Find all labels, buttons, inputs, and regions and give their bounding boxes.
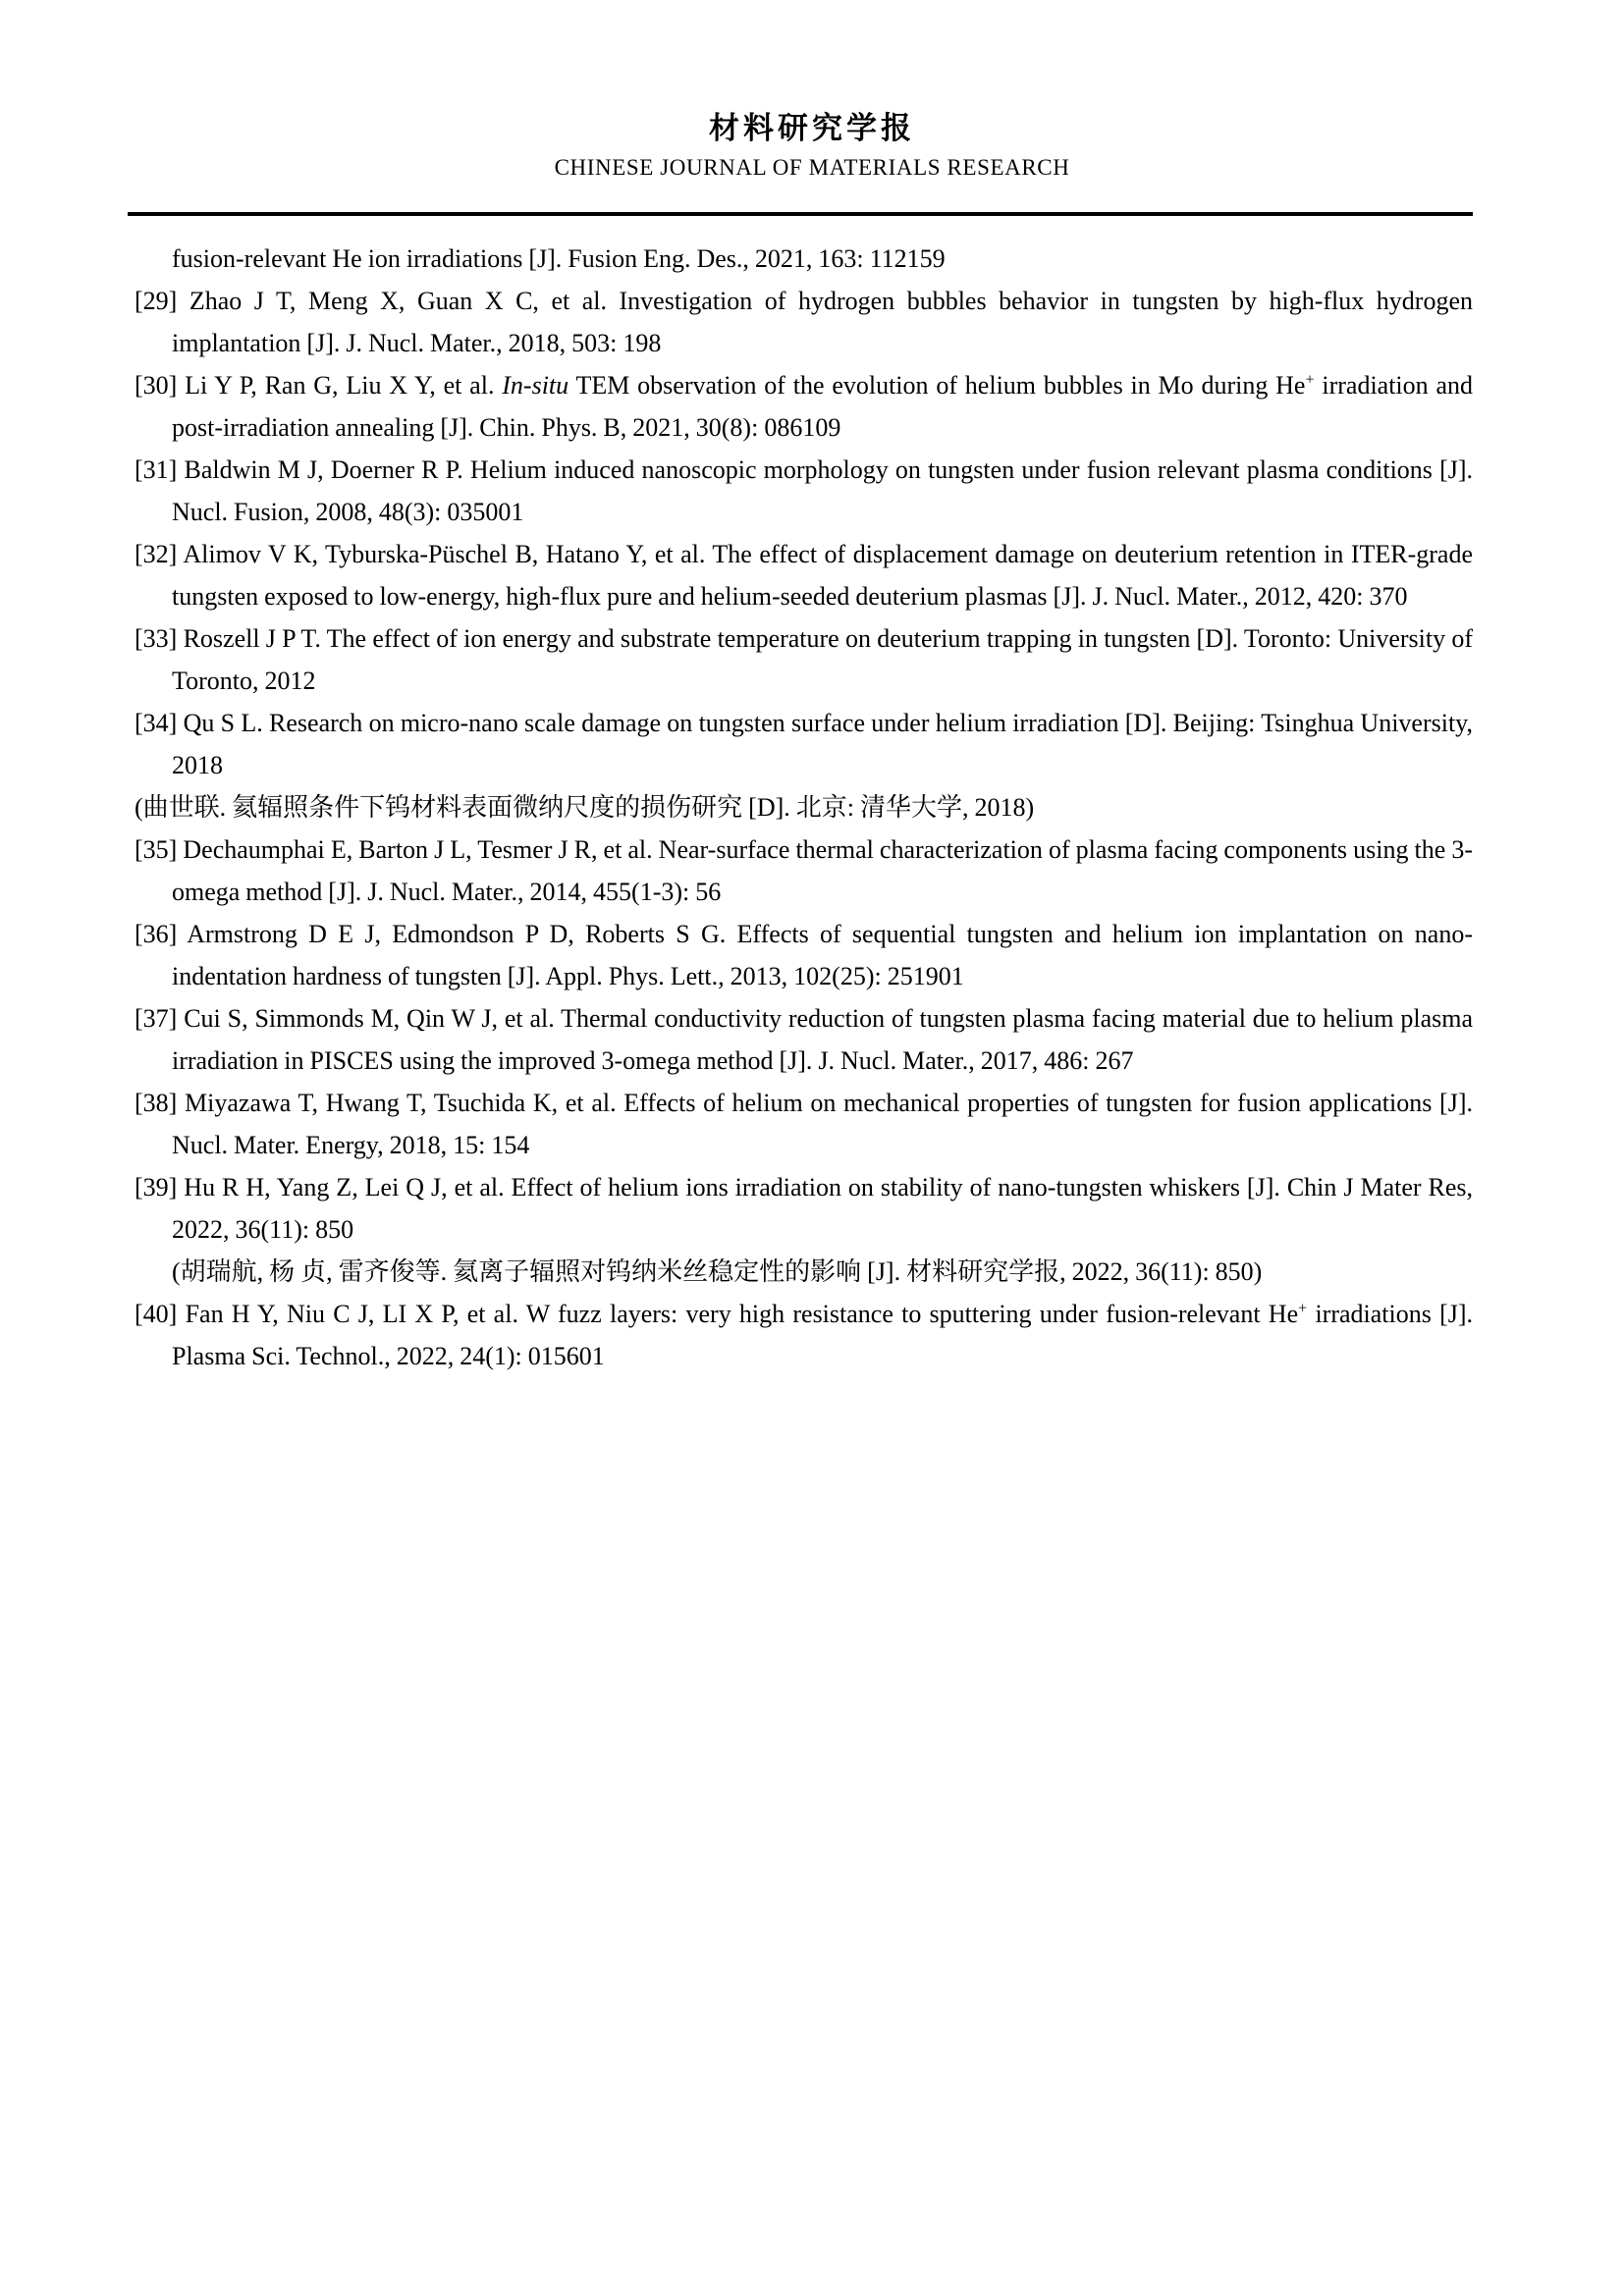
reference-text: Qu S L. Research on micro-nano scale damage on tungsten surface under helium irradiation [D]. Beijing: Tsinghua University, 2018 (172, 709, 1473, 779)
reference-text: + (1305, 371, 1315, 389)
reference-text: Cui S, Simmonds M, Qin W J, et al. Thermal conductivity reduction of tungsten plasma facing material due to helium plasma irradiation in PISCES using the improved 3-omega method [J]. J. Nucl. Mater., 2017, 486: 267 (172, 1004, 1474, 1075)
reference-item (135, 828, 1473, 913)
reference-text: (曲世联. 氦辐照条件下钨材料表面微纳尺度的损伤研究 [D]. 北京: 清华大学, 2018) (135, 793, 1035, 822)
reference-text: Alimov V K, Tyburska-Püschel B, Hatano Y, et al. The effect of displacement damage on deuterium retention in ITER-grade tungsten exposed to low-energy, high-flux pure and helium-seeded deuterium plasmas [J]. J. Nucl. Mater., 2012, 420: 370 (172, 540, 1473, 611)
reference-text: Armstrong D E J, Edmondson P D, Roberts S G. Effects of sequential tungsten and helium ion implantation on nano-indentation hardness of tungsten [J]. Appl. Phys. Lett., 2013, 102(25): 251901 (172, 920, 1473, 990)
reference-item (135, 1251, 1473, 1293)
reference-item (135, 238, 1473, 280)
reference-text: Miyazawa T, Hwang T, Tsuchida K, et al. Effects of helium on mechanical properties of tungsten for fusion applications [J]. Nucl. Mater. Energy, 2018, 15: 154 (172, 1089, 1473, 1159)
reference-item (135, 786, 1473, 828)
reference-label: [32] (135, 540, 178, 568)
reference-item (135, 913, 1473, 997)
journal-header (0, 0, 1624, 183)
reference-text: + (1298, 1300, 1308, 1317)
reference-label: [31] (135, 455, 178, 484)
reference-text: (胡瑞航, 杨 贞, 雷齐俊等. 氦离子辐照对钨纳米丝稳定性的影响 [J]. 材料研究学报, 2022, 36(11): 850) (172, 1257, 1263, 1286)
reference-item (135, 1082, 1473, 1166)
reference-item (135, 280, 1473, 364)
reference-text: Roszell J P T. The effect of ion energy and substrate temperature on deuterium trapping in tungsten [D]. Toronto: University of Toronto, 2012 (172, 624, 1474, 695)
reference-label: [29] (135, 287, 178, 315)
reference-text: In-situ (502, 371, 569, 400)
reference-item (135, 533, 1473, 617)
reference-text: fusion-relevant He ion irradiations [J]. Fusion Eng. Des., 2021, 163: 112159 (172, 244, 946, 273)
reference-text: TEM observation of the evolution of helium bubbles in Mo during He (568, 371, 1306, 400)
reference-label: [39] (135, 1173, 178, 1201)
header-rule (128, 212, 1473, 216)
reference-text: Fan H Y, Niu C J, LI X P, et al. W fuzz layers: very high resistance to sputtering under fusion-relevant He (185, 1300, 1299, 1328)
reference-label: [35] (135, 835, 178, 864)
reference-text: irradiations [J]. Plasma Sci. Technol., 2022, 24(1): 015601 (172, 1300, 1474, 1370)
reference-text: Li Y P, Ran G, Liu X Y, et al. (185, 371, 503, 400)
reference-item (135, 1293, 1473, 1377)
reference-label: [38] (135, 1089, 178, 1117)
reference-item (135, 1166, 1473, 1251)
reference-item (135, 617, 1473, 702)
reference-label: [30] (135, 371, 178, 400)
reference-text: Baldwin M J, Doerner R P. Helium induced nanoscopic morphology on tungsten under fusion relevant plasma conditions [J]. Nucl. Fusion, 2008, 48(3): 035001 (172, 455, 1474, 526)
reference-text: Zhao J T, Meng X, Guan X C, et al. Investigation of hydrogen bubbles behavior in tungsten by high-flux hydrogen implantation [J]. J. Nucl. Mater., 2018, 503: 198 (172, 287, 1473, 357)
reference-label: [37] (135, 1004, 178, 1033)
reference-text: irradiation and post-irradiation annealing [J]. Chin. Phys. B, 2021, 30(8): 086109 (172, 371, 1474, 442)
journal-title-en: CHINESE JOURNAL OF MATERIALS RESEARCH (554, 155, 1070, 180)
reference-text: Dechaumphai E, Barton J L, Tesmer J R, et al. Near-surface thermal characterization of plasma facing components using the 3-omega method [J]. J. Nucl. Mater., 2014, 455(1-3): 56 (172, 835, 1473, 906)
reference-item (135, 997, 1473, 1082)
reference-label: [36] (135, 920, 178, 948)
reference-label: [34] (135, 709, 178, 737)
reference-item (135, 702, 1473, 786)
reference-label: [40] (135, 1300, 178, 1328)
reference-text: Hu R H, Yang Z, Lei Q J, et al. Effect of helium ions irradiation on stability of nano-tungsten whiskers [J]. Chin J Mater Res, 2022, 36(11): 850 (172, 1173, 1473, 1244)
journal-title-zh: 材料研究学报 (709, 111, 915, 145)
reference-label: [33] (135, 624, 178, 653)
reference-list (135, 238, 1473, 1377)
reference-item (135, 449, 1473, 533)
reference-item (135, 364, 1473, 449)
